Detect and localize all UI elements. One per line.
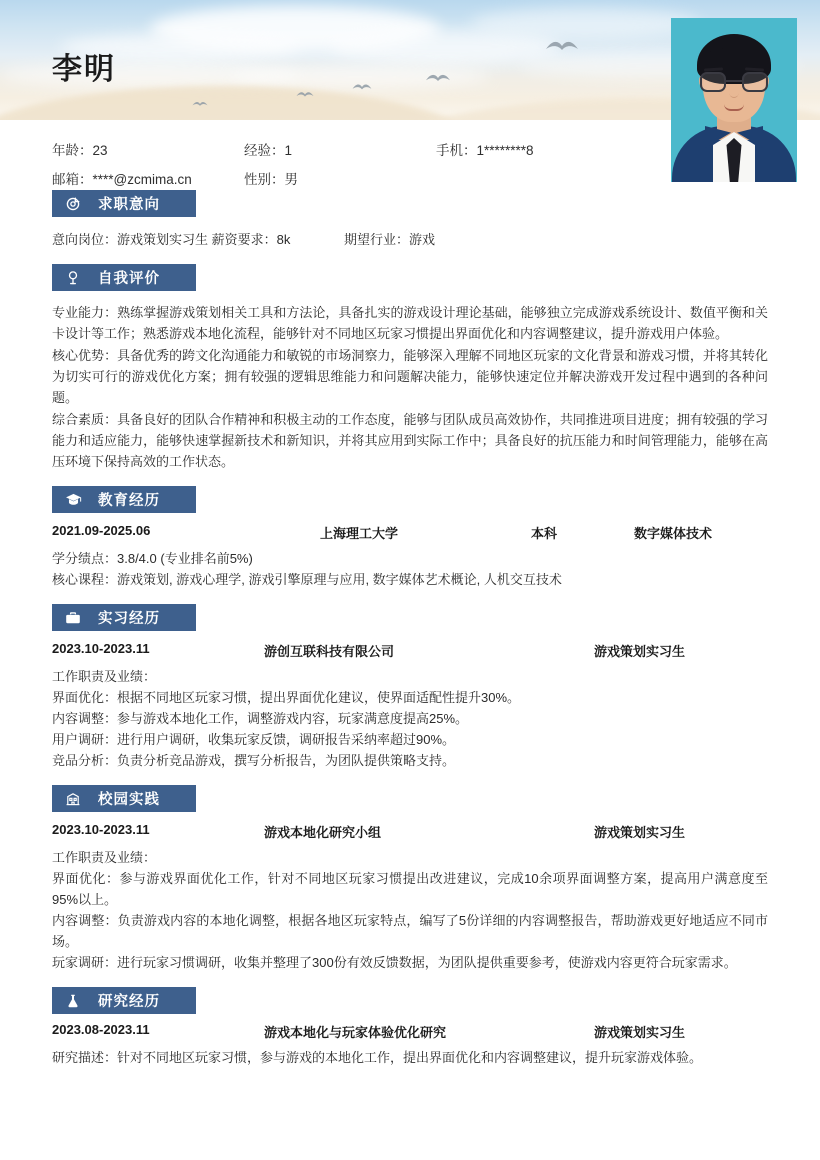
- experience-field: 经验：1: [244, 142, 293, 158]
- avatar-nose: [730, 88, 739, 98]
- internship-duty-item: 内容调整：参与游戏本地化工作，调整游戏内容，玩家满意度提高25%。: [52, 711, 469, 726]
- internship-duty-item: 界面优化：根据不同地区玩家习惯，提出界面优化建议，使界面适配性提升30%。: [52, 690, 521, 705]
- research-date: 2023.08-2023.11: [52, 1022, 150, 1037]
- section-title: 求职意向: [98, 197, 160, 213]
- bird-icon: [192, 100, 208, 108]
- section-header-job-intent: [52, 190, 196, 217]
- campus-duties-heading: 工作职责及业绩：: [52, 850, 157, 865]
- job-intent-row: [52, 229, 768, 248]
- phone-field: 手机：1********8: [436, 142, 534, 158]
- education-gpa: 学分绩点：3.8/4.0 (专业排名前5%): [52, 551, 253, 566]
- bird-icon: [545, 38, 579, 54]
- section-header-self-evaluation: [52, 264, 196, 291]
- section-title: 实习经历: [98, 611, 160, 627]
- education-entry-header: [52, 523, 768, 542]
- internship-date: 2023.10-2023.11: [52, 641, 150, 656]
- flask-icon: [64, 992, 82, 1010]
- bird-icon: [296, 90, 314, 99]
- intent-industry: 期望行业：游戏: [344, 232, 436, 247]
- education-school: 上海理工大学: [319, 526, 398, 541]
- cloud-shape: [470, 8, 700, 38]
- internship-duties-heading: 工作职责及业绩：: [52, 669, 157, 684]
- age-field: 年龄：23: [52, 142, 108, 158]
- section-title: 教育经历: [98, 493, 160, 509]
- research-role: 游戏策划实习生: [594, 1025, 686, 1040]
- target-icon: [64, 195, 82, 213]
- avatar: [671, 18, 797, 182]
- education-date: 2021.09-2025.06: [52, 523, 151, 538]
- section-education: [0, 486, 820, 590]
- section-title: 研究经历: [98, 994, 160, 1010]
- campus-entry-header: [52, 822, 768, 841]
- internship-duty-item: 用户调研：进行用户调研，收集玩家反馈，调研报告采纳率超过90%。: [52, 732, 456, 747]
- campus-date: 2023.10-2023.11: [52, 822, 150, 837]
- bird-icon: [425, 72, 451, 84]
- school-building-icon: [64, 790, 82, 808]
- bird-icon: [352, 82, 372, 92]
- briefcase-icon: [64, 609, 82, 627]
- education-degree: 本科: [530, 526, 557, 541]
- internship-duty-item: 竞品分析：负责分析竞品游戏，撰写分析报告，为团队提供策略支持。: [52, 753, 456, 768]
- campus-duty-item: 界面优化：参与游戏界面优化工作，针对不同地区玩家习惯提出改进建议，完成10余项界面调整方案，提高用户满意度至95%以上。: [52, 871, 768, 907]
- section-internship: [0, 604, 820, 771]
- internship-entry-header: [52, 641, 768, 660]
- campus-duty-item: 内容调整：负责游戏内容的本地化调整，根据各地区玩家特点，编写了5份详细的内容调整报告，帮助游戏更好地适应不同市场。: [52, 913, 768, 949]
- self-eval-paragraph: 综合素质：具备良好的团队合作精神和积极主动的工作态度，能够与团队成员高效协作，共同推进项目进度；拥有较强的学习能力和适应能力，能够快速掌握新技术和新知识，并将其应用到实际工作中；具备良好的抗压能力和时间管理能力，能够在高压环境下保持高效的工作状态。: [52, 412, 768, 469]
- section-header-internship: [52, 604, 196, 631]
- internship-company: 游创互联科技有限公司: [264, 644, 395, 659]
- dune-shape: [0, 86, 480, 120]
- campus-duty-item: 玩家调研：进行玩家习惯调研，收集并整理了300份有效反馈数据，为团队提供重要参考，使游戏内容更符合玩家需求。: [52, 955, 737, 970]
- email-field: 邮箱：****@zcmima.cn: [52, 171, 192, 187]
- section-header-campus-practice: [52, 785, 196, 812]
- section-self-evaluation: [0, 264, 820, 472]
- section-campus-practice: [0, 785, 820, 973]
- medal-icon: [64, 269, 82, 287]
- campus-role: 游戏策划实习生: [594, 825, 686, 840]
- section-title: 自我评价: [98, 271, 160, 287]
- research-topic: 游戏本地化与玩家体验优化研究: [264, 1025, 447, 1040]
- gender-field: 性别：男: [244, 171, 298, 187]
- internship-role: 游戏策划实习生: [594, 644, 686, 659]
- section-header-education: [52, 486, 196, 513]
- self-eval-paragraph: 专业能力：熟练掌握游戏策划相关工具和方法论，具备扎实的游戏设计理论基础，能够独立完成游戏系统设计、数值平衡和关卡设计等工作；熟悉游戏本地化流程，能够针对不同地区玩家习惯提出界面优化和内容调整建议，提升游戏用户体验。: [52, 305, 768, 341]
- candidate-name: 李明: [52, 53, 116, 86]
- education-courses: 核心课程：游戏策划, 游戏心理学, 游戏引擎原理与应用, 数字媒体艺术概论, 人机交互技术: [52, 572, 562, 587]
- research-entry-header: [52, 1022, 768, 1041]
- intent-position: 意向岗位：游戏策划实习生 薪资要求：8k: [52, 232, 291, 247]
- section-title: 校园实践: [98, 792, 160, 808]
- section-research: [0, 987, 820, 1068]
- campus-organization: 游戏本地化研究小组: [264, 825, 382, 840]
- education-major: 数字媒体技术: [634, 526, 713, 541]
- section-job-intent: [0, 190, 820, 248]
- graduation-cap-icon: [64, 491, 82, 509]
- section-header-research: [52, 987, 196, 1014]
- self-eval-paragraph: 核心优势：具备优秀的跨文化沟通能力和敏锐的市场洞察力，能够深入理解不同地区玩家的文化背景和游戏习惯，并将其转化为切实可行的游戏优化方案；拥有较强的逻辑思维能力和问题解决能力，能够快速定位并解决游戏开发过程中遇到的各种问题。: [52, 348, 768, 405]
- research-description: 研究描述：针对不同地区玩家习惯，参与游戏的本地化工作，提出界面优化和内容调整建议，提升玩家游戏体验。: [52, 1050, 703, 1065]
